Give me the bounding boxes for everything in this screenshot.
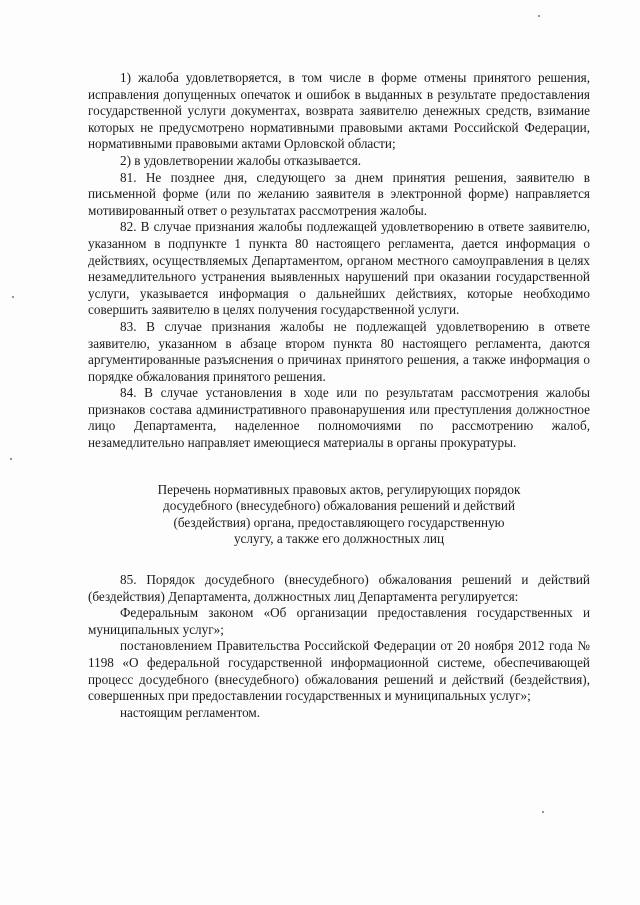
scan-speck — [10, 458, 12, 460]
paragraph-81: 81. Не позднее дня, следующего за днем принятия решения, заявителю в письменной форме (или по желанию заявителя в электронной форме) направляется мотивированный ответ о результатах рассмотрения жалобы. — [88, 169, 590, 218]
scan-speck — [12, 296, 14, 298]
heading-line: Перечень нормативных правовых актов, регулирующих порядок — [157, 481, 521, 497]
paragraph-84: 84. В случае установления в ходе или по результатам рассмотрения жалобы признаков состава административного правонарушения или преступления должностное лицо Департамента, наделенное полномочиями по рассмотрению жалоб, незамедлительно направляет имеющиеся материалы в органы прокуратуры. — [88, 385, 590, 451]
heading-line: услугу, а также его должностных лиц — [233, 531, 445, 547]
paragraph-this-regulation: настоящим регламентом. — [120, 704, 261, 720]
paragraph-83: 83. В случае признания жалобы не подлежащей удовлетворению в ответе заявителю, указанном в абзаце втором пункта 80 настоящего регламента, даются аргументированные разъяснения о причинах принятого решения, а также информация о порядке обжалования принятого решения. — [88, 318, 590, 384]
heading-line: досудебного (внесудебного) обжалования решений и действий — [162, 498, 516, 514]
section-heading — [88, 482, 590, 548]
document-body — [88, 70, 590, 721]
paragraph-federal-law: Федеральным законом «Об организации предоставления государственных и муниципальных услуг»; — [88, 605, 590, 637]
scan-speck — [542, 811, 544, 813]
paragraph-82: 82. В случае признания жалобы подлежащей удовлетворению в ответе заявителю, указанном в подпункте 1 пункта 80 настоящего регламента, дается информация о действиях, осуществляемых Департаментом, органом местного самоуправления в целях незамедлительного устранения выявленных нарушений при оказании государственной услуги, указывается информация о дальнейших действиях, которые необходимо совершить заявителю в целях получения государственной услуги. — [88, 219, 590, 318]
paragraph-item-1: 1) жалоба удовлетворяется, в том числе в форме отмены принятого решения, исправления допущенных опечаток и ошибок в выданных в результате предоставления государственной услуги документах, возврата заявителю денежных средств, взимание которых не предусмотрено нормативными правовыми актами Российской Федерации, нормативными правовыми актами Орловской области; — [88, 70, 590, 152]
heading-line: (бездействия) органа, предоставляющего государственную — [173, 514, 505, 530]
scan-speck — [538, 15, 540, 17]
paragraph-item-2: 2) в удовлетворении жалобы отказывается. — [120, 152, 362, 168]
paragraph-85: 85. Порядок досудебного (внесудебного) обжалования решений и действий (бездействия) Департамента, должностных лиц Департамента регулируется: — [88, 572, 590, 604]
paragraph-government-decree: постановлением Правительства Российской Федерации от 20 ноября 2012 года № 1198 «О федеральной государственной информационной системе, обеспечивающей процесс досудебного (внесудебного) обжалования решений и действий (бездействия), совершенных при предоставлении государственных и муниципальных услуг»; — [88, 638, 590, 704]
